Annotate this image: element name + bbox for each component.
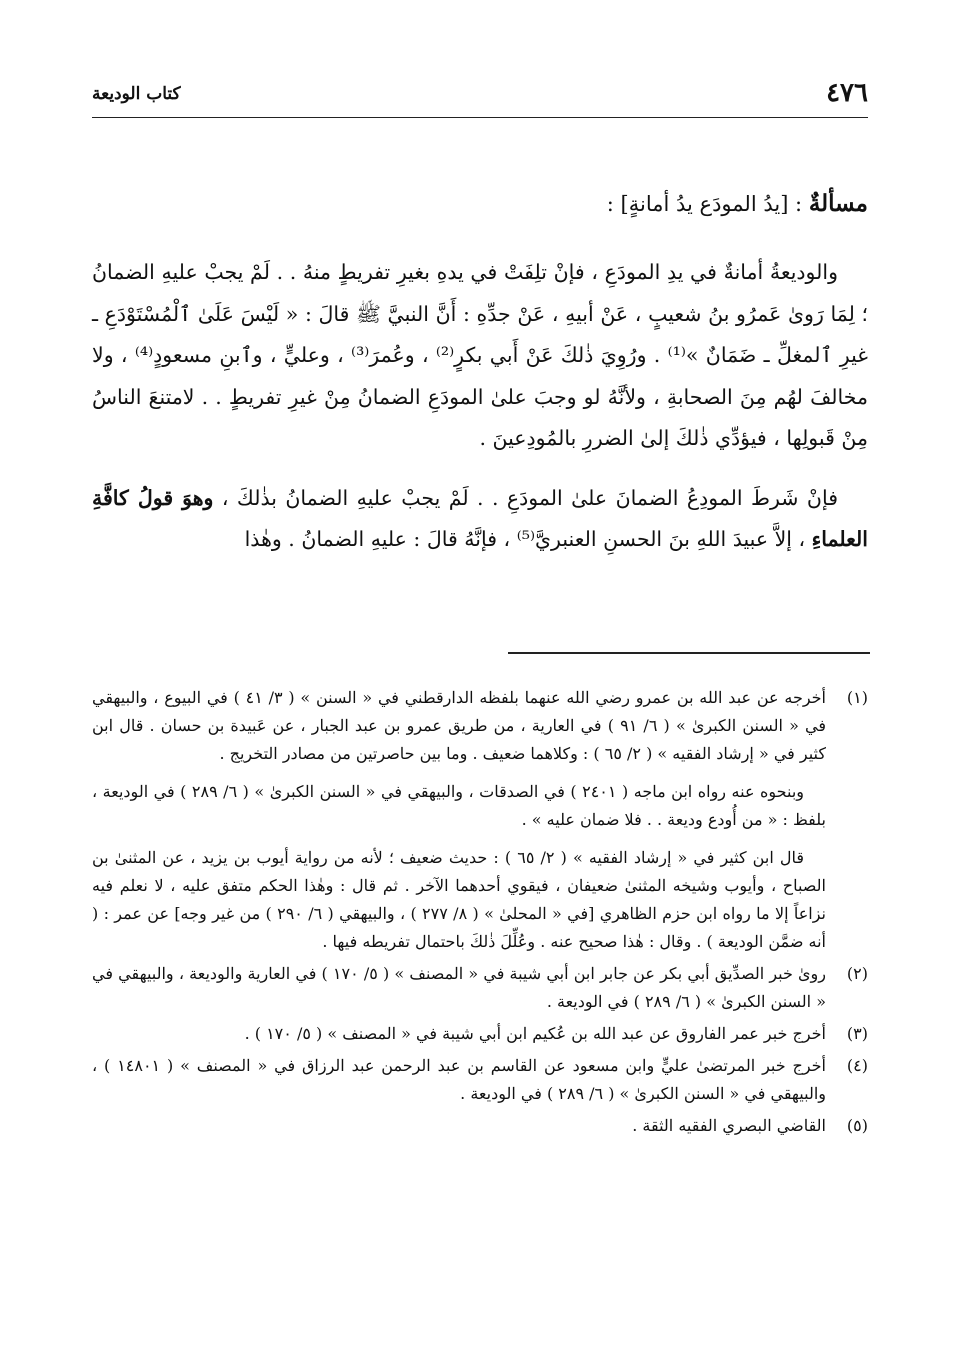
paragraph [92,478,868,561]
footnotes [92,684,868,1144]
footnote-number: (٢) [846,964,868,983]
footnote-separator [508,652,870,654]
footnote-paragraph: قال ابن كثير في « إرشاد الفقيه » ( ٢/ ٦٥ ) : حديث ضعيف ؛ لأنه من رواية أيوب بن يزيد ، عن المثنىٰ بن الصباح ، وأيوب وشيخه المثنىٰ ضعيفان ، فيقوي أحدهما الآخر . ثم قال : وهٰذا الحكم متفق عليه ، لا نعلم فيه نزاعاً إلا ما رواه ابن حزم الظاهري [في « المحلىٰ » ( ٨/ ٢٧٧ ) ، والبيهقي ( ٦/ ٢٩٠ ) من غير وجه] عن عمر : ( أنه ضمَّن الوديعة ) . وقال : هٰذا صحيح عنه . وعُلِّلَ ذٰلكَ باحتمال تفريطه فيها . [92,848,827,951]
paragraph-text: ، إلاَّ عبيدَ اللهِ بنَ الحسنِ العنبريَّ⁽⁵⁾ ، فإنَّهُ قالَ : عليهِ الضمانُ . وهٰذا [244,527,812,551]
footnote-5 [92,1112,868,1140]
footnote-body [92,684,826,956]
footnote-number: (٥) [846,1116,868,1135]
main-text [92,252,868,561]
footnote-3 [92,1020,868,1048]
paragraph: والوديعةُ أمانةٌ في يدِ المودَعِ ، فإنْ تلِفَتْ في يدهِ بغيرِ تفريطٍ منهُ . . لَمْ يجبْ عليهِ الضمانُ ؛ لِمَا رَوىٰ عَمرُو بنُ شعيبٍ ، عَنْ أبيهِ ، عَنْ جدِّهِ : أَنَّ النبيَّ ﷺ قالَ : « لَيْسَ عَلَىٰ ٱلْمُسْتَوْدَعِ ـ غيرِ ٱلمغلِّ ـ ضَمَانٌ »⁽¹⁾ . ورُوِيَ ذٰلكَ عَنْ أَبي بكرٍ⁽²⁾ ، وعُمرَ⁽³⁾ ، وعليٍّ ، وٱبنِ مسعودٍ⁽⁴⁾ ، ولا مخالفَ لهُم مِنَ الصحابةِ ، ولأنَّهُ لو وجبَ علىٰ المودَعِ الضمانُ مِنْ غيرِ تفريطٍ . . لامتنعَ الناسُ مِنْ قَبولِها ، فيؤدِّي ذٰلكَ إلىٰ الضررِ بالمُودِعينَ . [92,260,869,450]
emphasis-text: وهوَ قولُ كافَّةِ العلماءِ [92,485,868,551]
page-number: ٤٧٦ [826,78,868,108]
header-rule [92,117,868,118]
footnote-body: أخرج خبر المرتضىٰ عليٍّ وابن مسعود عن القاسم بن عبد الرحمن عبد الرزاق في « المصنف » ( ١٤٨٠١ ) ، والبيهقي في « السنن الكبرىٰ » ( ٦/ ٢٨٩ ) في الوديعة . [92,1056,826,1103]
page-header [92,78,868,114]
running-title: كتاب الوديعة [92,84,181,104]
footnote-body: القاضي البصري الفقيه الثقة . [632,1116,826,1135]
footnote-paragraph: وبنحوه عنه رواه ابن ماجه ( ٢٤٠١ ) في الصدقات ، والبيهقي في « السنن الكبرىٰ » ( ٦/ ٢٨٩ ) في الوديعة ، بلفظ : « من أُودع وديعة . . فلا ضمان عليه » . [92,782,826,829]
footnote-number: (١) [846,688,868,707]
paragraph-text: فإنْ شَرطَ المودِعُ الضمانَ علىٰ المودَعِ . . لَمْ يجبْ عليهِ الضمانُ بذٰلكَ ، [213,485,839,510]
footnote-2 [92,960,868,1016]
footnote-paragraph: أخرجه عن عبد الله بن عمرو رضي الله عنهما بلفظه الدارقطني في « السنن » ( ٣/ ٤١ ) في البيوع ، والبيهقي في « السنن الكبرىٰ » ( ٦/ ٩١ ) في العارية ، من طريق عمرو بن عبد الجبار ، عن عَبيدة بن حسان . قال ابن كثير في « إرشاد الفقيه » ( ٢/ ٦٥ ) : وكلاهما ضعيف . وما بين حاصرتين من مصادر التخريج . [92,688,826,763]
footnote-number: (٤) [846,1056,868,1075]
footnote-1 [92,684,868,956]
footnote-body: أخرج خبر عمر الفاروق عن عبد الله بن عُكيم ابن أبي شيبة في « المصنف » ( ٥/ ١٧٠ ) . [244,1024,826,1043]
section-heading [92,190,868,217]
footnote-body: روىٰ خبر الصدِّيق أبي بكر عن جابر ابن أبي شيبة في « المصنف » ( ٥/ ١٧٠ ) في العارية والوديعة ، والبيهقي في « السنن الكبرىٰ » ( ٦/ ٢٨٩ ) في الوديعة . [92,964,827,1011]
footnote-number: (٣) [846,1024,868,1043]
footnote-4 [92,1052,868,1108]
heading-text: : [يدُ المودَع يدُ أمانةٍ] : [606,192,809,216]
heading-label: مسألةٌ [808,190,868,217]
